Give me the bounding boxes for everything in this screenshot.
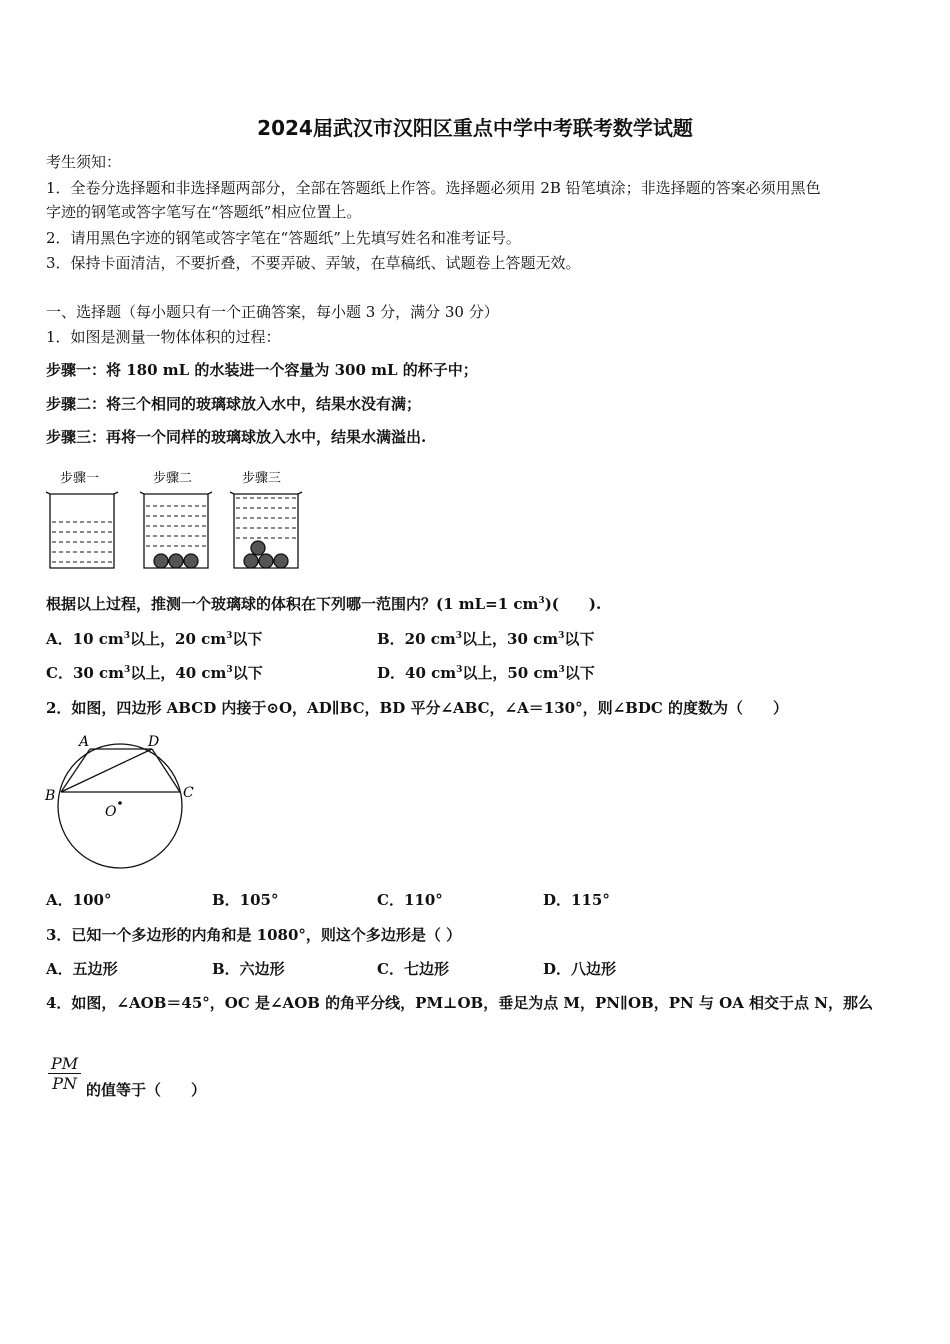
q1-step2: 步骤二：将三个相同的玻璃球放入水中，结果水没有满； bbox=[46, 395, 422, 413]
notice-item-3: 3．保持卡面清洁，不要折叠，不要弄破、弄皱，在草稿纸、试题卷上答题无效。 bbox=[46, 254, 581, 272]
notice-item-1a: 1．全卷分选择题和非选择题两部分，全部在答题纸上作答。选择题必须用 2B 铅笔填涂；非选择题的答案必须用黑色 bbox=[46, 179, 821, 197]
notice-heading: 考生须知： bbox=[46, 153, 122, 171]
q1-option-a[interactable]: A．10 $cm^3$以上，20 $cm^3$以下 bbox=[46, 630, 263, 648]
beaker-figure bbox=[40, 462, 310, 577]
q3-stem: 3．已知一个多边形的内角和是 1080°，则这个多边形是（ ） bbox=[46, 926, 462, 944]
q2-option-c[interactable]: C．110° bbox=[377, 891, 443, 909]
q2-option-d[interactable]: D．115° bbox=[543, 891, 610, 909]
q3-option-d[interactable]: D．八边形 bbox=[543, 960, 617, 978]
q1-option-b[interactable]: B．20 $cm^3$以上，30 $cm^3$以下 bbox=[377, 630, 595, 648]
q2-stem: 2．如图，四边形 ABCD 内接于⊙O，AD∥BC，BD 平分∠ABC，∠A＝130°，则∠BDC 的度数为（ ） bbox=[46, 699, 788, 717]
q1-option-c[interactable]: C．30 $cm^3$以上，40 $cm^3$以下 bbox=[46, 664, 263, 682]
beaker-label-3: 步骤三 bbox=[242, 471, 282, 486]
label-a: A bbox=[79, 734, 90, 750]
q2-option-a[interactable]: A．100° bbox=[46, 891, 112, 909]
label-d: D bbox=[148, 734, 160, 750]
label-o: O bbox=[105, 804, 117, 820]
notice-item-2: 2．请用黑色字迹的钢笔或答字笔在“答题纸”上先填写姓名和准考证号。 bbox=[46, 229, 521, 247]
q1-step3: 步骤三：再将一个同样的玻璃球放入水中，结果水满溢出. bbox=[46, 428, 427, 446]
label-b: B bbox=[45, 788, 56, 804]
q1-option-d[interactable]: D．40 $cm^3$以上，50 $cm^3$以下 bbox=[377, 664, 595, 682]
section-heading: 一、选择题（每小题只有一个正确答案，每小题 3 分，满分 30 分） bbox=[46, 303, 499, 321]
q2-option-b[interactable]: B．105° bbox=[212, 891, 279, 909]
q4-fraction bbox=[48, 1054, 81, 1093]
circle-o bbox=[58, 744, 182, 868]
q1-stem: 1．如图是测量一物体体积的过程： bbox=[46, 328, 281, 346]
label-c: C bbox=[183, 785, 194, 801]
q3-option-a[interactable]: A．五边形 bbox=[46, 960, 118, 978]
page-title: 2024届武汉市汉阳区重点中学中考联考数学试题 bbox=[257, 116, 693, 140]
center-point bbox=[118, 801, 122, 805]
q4-tail: 的值等于（ ） bbox=[86, 1081, 207, 1099]
beaker-label-2: 步骤二 bbox=[153, 471, 193, 486]
fraction-numerator: PM bbox=[48, 1054, 81, 1074]
beaker-step1 bbox=[46, 492, 118, 568]
q3-option-c[interactable]: C．七边形 bbox=[377, 960, 449, 978]
beaker-step2 bbox=[140, 492, 212, 568]
circle-figure bbox=[40, 730, 210, 870]
notice-item-1b: 字迹的钢笔或答字笔写在“答题纸”相应位置上。 bbox=[46, 203, 362, 221]
q1-question: 根据以上过程，推测一个玻璃球的体积在下列哪一范围内？(1 mL=1 $cm^3$)( ). bbox=[46, 595, 602, 613]
beaker-step3 bbox=[230, 492, 302, 568]
q4-stem: 4．如图，∠AOB＝45°，OC 是∠AOB 的角平分线，PM⊥OB，垂足为点 M，PN∥OB，PN 与 OA 相交于点 N，那么 bbox=[46, 994, 873, 1012]
q3-option-b[interactable]: B．六边形 bbox=[212, 960, 285, 978]
q1-step1: 步骤一：将 180 mL 的水装进一个容量为 300 mL 的杯子中； bbox=[46, 361, 478, 379]
quadrilateral-abcd bbox=[61, 749, 180, 792]
fraction-denominator: PN bbox=[52, 1074, 77, 1093]
beaker-label-1: 步骤一 bbox=[60, 471, 100, 486]
